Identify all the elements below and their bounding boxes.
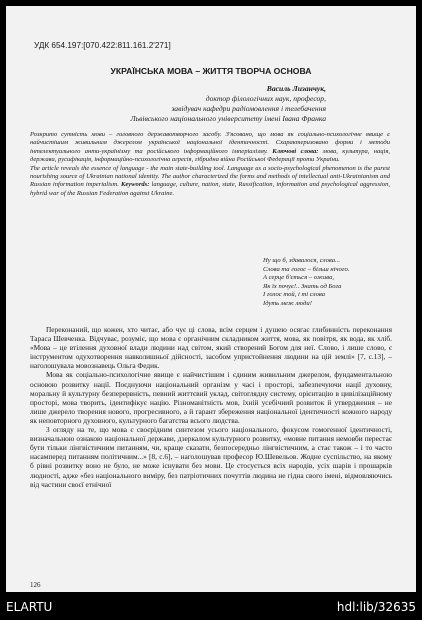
document-page xyxy=(6,6,416,592)
udc-code: УДК 654.197:[070.422:811.161.2'271] xyxy=(34,41,171,50)
abstract-uk-text: Розкрито сутність мови – головного державотворчого засобу. З'ясовано, що мова як соціально-психологічне явище є найчистішим живильним джерелом української національної ідентичності. Схарактеризовано форми і методи інтелектуального анти-українізму та російського інформаційного імперіалізму. xyxy=(30,131,390,155)
abstract-uk xyxy=(30,131,390,165)
poem-line: Слова та голос – більш нічого. xyxy=(263,265,350,273)
poem-line: Як їх почує!.. Знать од Бога xyxy=(263,282,342,290)
keywords-uk-label: Ключові слова: xyxy=(272,147,319,155)
body-paragraph: Мова як соціально-психологічне явище є найчистішим і єдиним живильним джерелом, фундаментальною основою розвитку нації. Поєднуючи національний організм у часі і просторі, забезпечуючи нації духовну, моральну й культурну безперервність, певний життєвий уклад, світоглядну систему, орієнтацію в цивілізаційному просторі, мова творить, ідентифікує націю. Різноманітність мов, їхній усебічний розвиток й утвердження – не лише джерело творення нового, прогресивного, а й гарант збереження національної ідентичності кожного народу як неповторного духовного, культурного багатства всього людства. xyxy=(30,370,392,425)
poem-line: І голос той, і ті слова xyxy=(263,291,326,299)
abstract-en xyxy=(30,165,390,199)
author-position: завідувач кафедри радіомовлення і телебачення xyxy=(171,104,326,113)
article-body xyxy=(30,325,392,489)
abstract-en-text: The article reveals the essence of language - the main state-building tool. Language as a socio-psychological phenomenon is the purest nourishing source of Ukrainian national identity. The author characterized the forms and methods of intellectual anti-Ukrainianism and Russian information imperialism. xyxy=(30,164,390,189)
article-title: УКРАЇНСЬКА МОВА – ЖИТТЯ ТВОРЧА ОСНОВА xyxy=(110,66,312,76)
poem-line: Ну що б, здавалося, слова... xyxy=(263,257,340,264)
author-name: Василь Лизанчук, xyxy=(266,84,326,93)
author-degree: доктор філологічних наук, професор, xyxy=(205,94,326,103)
poem-line: Ідуть меж люди! xyxy=(263,299,312,307)
page-number: 126 xyxy=(30,581,41,589)
repository-label: ELARTU xyxy=(6,600,53,614)
keywords-uk: мова, культура, нація, держава, русифікація, інформаційно-психологічна агресія, гібридна війна Російської Федерації проти України. xyxy=(30,147,391,164)
author-affiliation: Львівського національного університету імені Івана Франка xyxy=(130,114,326,123)
body-paragraph: З огляду на те, що мова є своєрідним синтезом усього національного, фокусом гомогенної ідентичності, визначальною ознакою національної держави, дзеркалом культурного розвитку, «мовне питання немовби перестає бути тільки лінгвістичним питанням, чи, краще сказати, безпосередньо лінгвістичним, а стає також – і то часто насамперед питанням політичним...» [8, с.6], – наголошував професор Ю.Шевельов. Жодне суспільство, на якому б рівні розвитку воно не було, не може існувати без мови. Це стосується всіх народів, усіх шарів і прошарків людності, адже «без національного виміру, без патріотичних почуттів людина не гідна свого імені, відмовляючись від частини своєї етнічної xyxy=(30,425,392,489)
epigraph-poem xyxy=(263,257,349,309)
abstract xyxy=(30,131,390,198)
keywords-en-label: Keywords: xyxy=(121,181,150,189)
handle-id[interactable]: hdl:lib/32635 xyxy=(336,600,416,614)
viewer-footer-bar xyxy=(0,592,422,620)
author-block xyxy=(130,84,326,124)
body-paragraph: Переконаний, що кожен, хто читає, або чує ці слова, всім серцем і душею осягає глибинність переконання Тараса Шевченка. Відчуває, розуміє, що мова є органічним складником життя, мова, як повітря, як вода, як хліб. «Мова – це втілення духовної влади людини над світом, який створений Богом для неї. Слово, і лише слово, є інструментом одухотворення навколишньої дійсності, засобом упристойнення людини на цій землі» [7, с.13], – наголошувала мовознавець Ольга Федик. xyxy=(30,325,392,371)
keywords-en: language, culture, nation, state, Russification, information and psychological aggression, hybrid war of the Russian Federation against Ukraine. xyxy=(30,181,390,197)
poem-line: А серце б'ється – ожива, xyxy=(263,274,335,282)
